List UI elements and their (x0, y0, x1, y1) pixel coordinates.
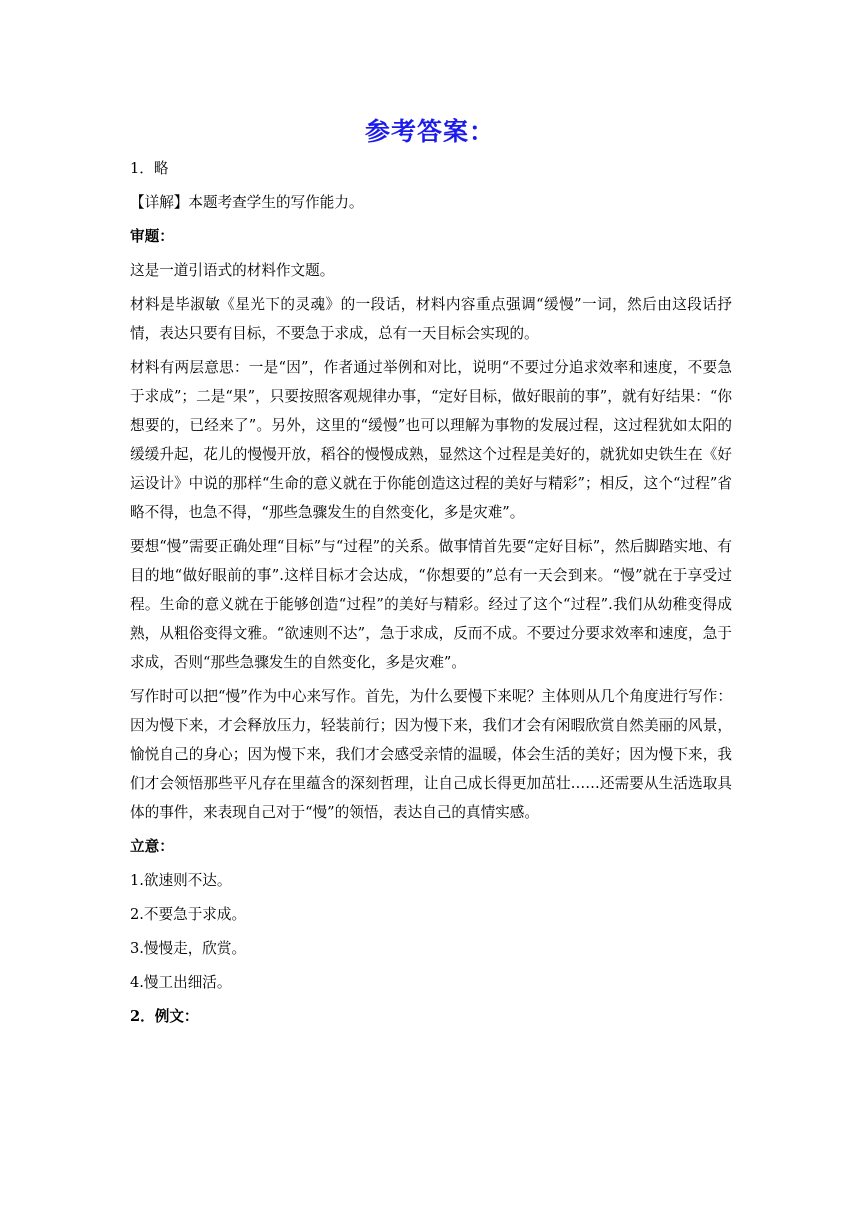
paragraph-question-type: 这是一道引语式的材料作文题。 (130, 262, 335, 279)
paragraph-two-meanings: 材料有两层意思：一是“因”，作者通过举例和对比，说明“不要过分追求效率和速度，不要急于求成”；二是“果”，只要按照客观规律办事，“定好目标，做好眼前的事”，就有好结果：“你想要的，已经来了”。另外，这里的“缓慢”也可以理解为事物的发展过程，这过程犹如太阳的缓缓升起，花儿的慢慢开放，稻谷的慢慢成熟，显然这个过程是美好的，就犹如史铁生在《好运设计》中说的那样“生命的意义就在于你能创造这过程的美好与精彩”；相反，这个“过程”省略不得，也急不得，“那些急骤发生的自然变化，多是灾难”。 (130, 359, 732, 521)
answer-content (130, 154, 732, 1036)
paragraph-material: 材料是毕淑敏《星光下的灵魂》的一段话，材料内容重点强调“缓慢”一词，然后由这段话抒情，表达只要有目标，不要急于求成，总有一天目标会实现的。 (130, 296, 732, 342)
item-1-answer: 1．略 (130, 160, 169, 177)
theme-item-3: 3.慢慢走，欣赏。 (130, 940, 247, 957)
paragraph-goal-process: 要想“慢”需要正确处理“目标”与“过程”的关系。做事情首先要“定好目标”，然后脚踏实地、有目的地“做好眼前的事”.这样目标才会达成，“你想要的”总有一天会到来。“慢”就在于享受过程。生命的意义就在于能够创造“过程”的美好与精彩。经过了这个“过程”.我们从幼稚变得成熟，从粗俗变得文雅。“欲速则不达”，急于求成，反而不成。不要过分要求效率和速度，急于求成，否则“那些急骤发生的自然变化，多是灾难”。 (130, 538, 732, 671)
paragraph-writing-advice: 写作时可以把“慢”作为中心来写作。首先，为什么要慢下来呢？主体则从几个角度进行写作：因为慢下来，才会释放压力，轻装前行；因为慢下来，我们才会有闲暇欣赏自然美丽的风景，愉悦自己的身心；因为慢下来，我们才会感受亲情的温暖，体会生活的美好；因为慢下来，我们才会领悟那些平凡存在里蕴含的深刻哲理，让自己成长得更加茁壮……还需要从生活选取具体的事件，来表现自己对于“慢”的领悟，表达自己的真情实感。 (130, 688, 732, 821)
theme-item-1: 1.欲速则不达。 (130, 872, 232, 889)
theme-item-2: 2.不要急于求成。 (130, 906, 247, 923)
section-heading-review: 审题： (130, 228, 174, 245)
item-2-sample-essay-heading: 2．例文： (130, 1008, 199, 1025)
explanation-intro: 【详解】本题考查学生的写作能力。 (130, 194, 364, 211)
section-heading-theme: 立意： (130, 838, 174, 855)
answer-title: 参考答案： (364, 117, 495, 146)
theme-item-4: 4.慢工出细活。 (130, 974, 232, 991)
